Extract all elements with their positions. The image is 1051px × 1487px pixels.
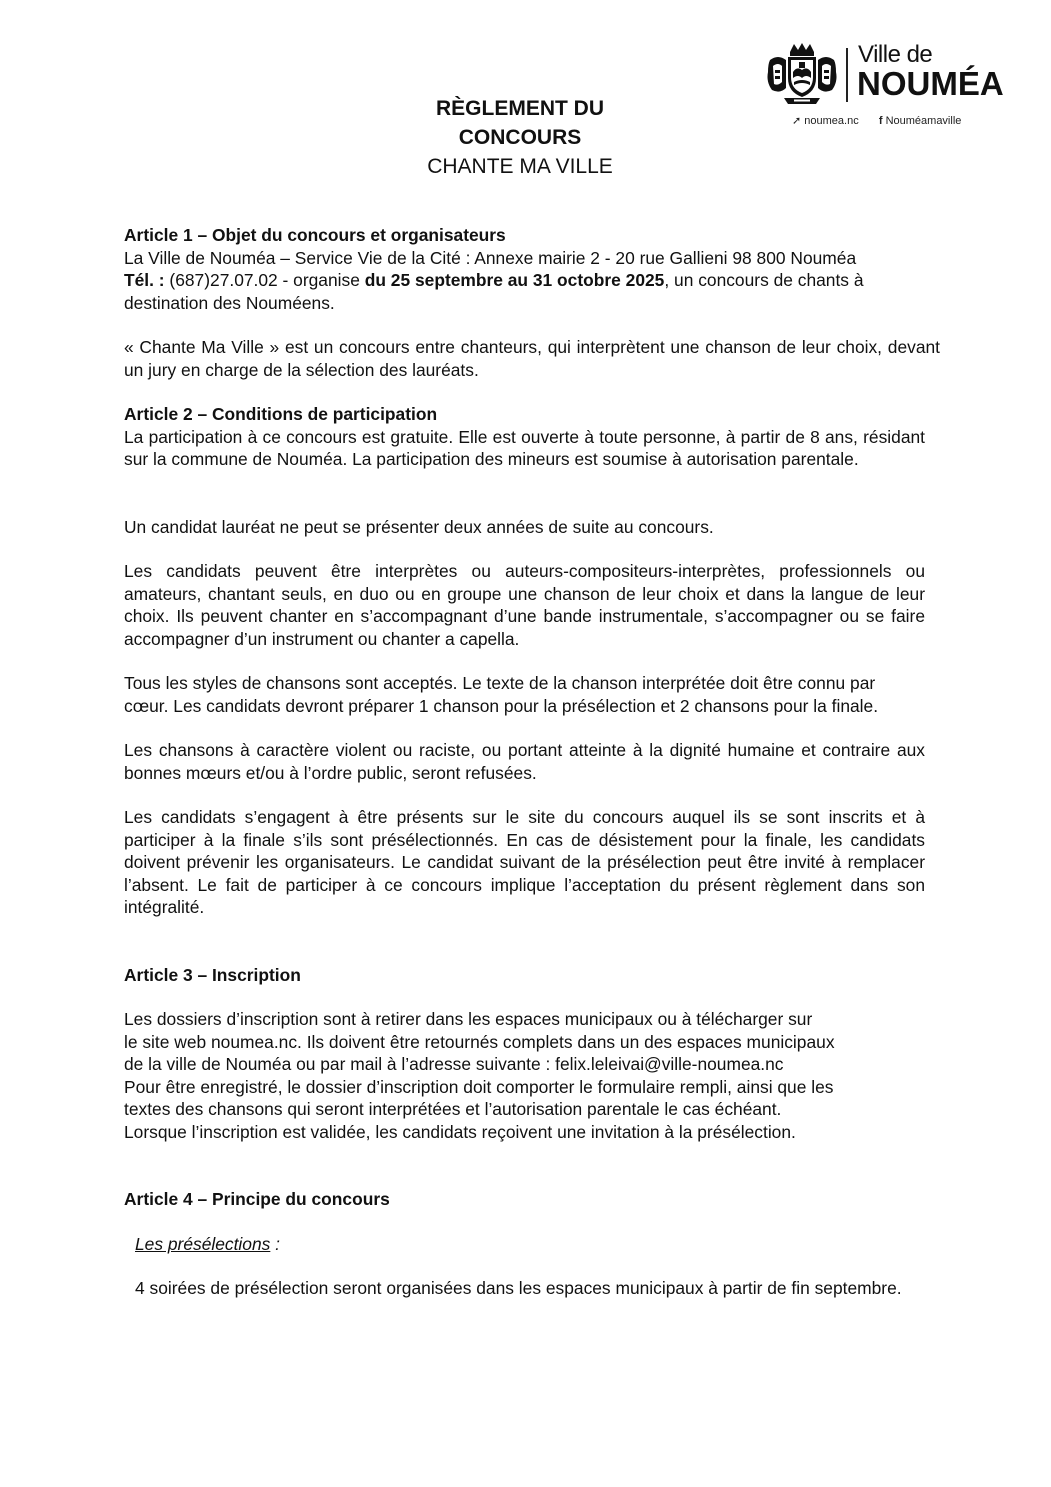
article-3-line-6: Lorsque l’inscription est validée, les candidats reçoivent une invitation à la présélection. — [124, 1121, 796, 1142]
preselections-suffix: : — [270, 1233, 281, 1254]
article-3-line-3: de la ville de Nouméa ou par mail à l’adresse suivante : felix.leleivai@ville-noumea.nc — [124, 1054, 784, 1074]
send-arrow-icon: ➚ — [792, 115, 802, 127]
article-2-paragraph-4: Tous les styles de chansons sont acceptés. Le texte de la chanson interprétée doit être connu par cœur. Les candidats devront préparer 1 chanson pour la présélection et 2 chansons pour la finale. — [124, 673, 879, 716]
article-1-heading: Article 1 – Objet du concours et organisateurs — [124, 225, 506, 245]
article-2-heading: Article 2 – Conditions de participation — [124, 404, 438, 424]
facebook-icon: f — [878, 115, 883, 127]
article-3-line-1: Les dossiers d’inscription sont à retirer dans les espaces municipaux ou à télécharger sur — [124, 1009, 813, 1029]
subtitle: CHANTE MA VILLE — [427, 155, 613, 178]
preselections-label: Les présélections — [135, 1233, 271, 1254]
logo-divider — [846, 48, 848, 102]
article-2-paragraph-1: La participation à ce concours est gratuite. Elle est ouverte à toute personne, à partir de 8 ans, résidant sur la commune de Nouméa. La participation des mineurs est soumise à autorisation parentale. — [124, 426, 925, 469]
article-4-heading: Article 4 – Principe du concours — [124, 1189, 390, 1209]
coat-of-arms-icon — [764, 42, 840, 106]
article-2-paragraph-3: Les candidats peuvent être interprètes ou auteurs-compositeurs-interprètes, professionnels ou amateurs, chantant seuls, en duo ou en groupe une chanson de leur choix et dans la langue de leur choix. Ils peuvent chanter en s’accompagnant d’une bande instrumentale, s’accompagner ou se faire accompagner d’un instrument ou chanter a capella. — [124, 561, 925, 649]
document-title — [370, 94, 670, 182]
document-body — [124, 224, 950, 1300]
article-1-address: La Ville de Nouméa – Service Vie de la Cité : Annexe mairie 2 - 20 rue Gallieni 98 800 Nouméa — [124, 247, 857, 268]
logo-noumea-text: NOUMÉA — [857, 65, 1004, 102]
article-2-paragraph-6: Les candidats s’engagent à être présents sur le site du concours auquel ils se sont inscrits et à participer à la finale s’ils sont présélectionnés. En cas de désistement pour la finale, les candidats doivent prévenir les organisateurs. Le candidat suivant de la présélection peut être invité à remplacer l’absent. Le fait de participer à ce concours implique l’acceptation du présent règlement dans son intégralité. — [124, 807, 925, 917]
facebook-link[interactable]: Nouméamaville — [885, 115, 962, 127]
tel-label: Tél. : — [124, 270, 165, 290]
logo-ville-text: Ville de — [858, 41, 933, 68]
article-2-paragraph-2: Un candidat lauréat ne peut se présenter deux années de suite au concours. — [124, 516, 714, 537]
website-link[interactable]: noumea.nc — [804, 115, 859, 127]
article-3-body — [124, 1008, 950, 1143]
article-3-line-2: le site web noumea.nc. Ils doivent être retournés complets dans un des espaces municipaux — [124, 1031, 835, 1052]
title-line-2: CONCOURS — [458, 126, 582, 149]
ville-de-noumea-logo — [764, 40, 1004, 135]
article-1-contact — [124, 269, 950, 314]
logo-links — [792, 114, 961, 127]
title-line-1: RÈGLEMENT DU — [436, 97, 604, 120]
tel-rest: , un concours de chants à destination des Nouméens. — [124, 270, 864, 313]
article-4-paragraph-1: 4 soirées de présélection seront organisées dans les espaces municipaux à partir de fin septembre. — [135, 1278, 902, 1298]
article-1-paragraph-2: « Chante Ma Ville » est un concours entre chanteurs, qui interprètent une chanson de leur choix, devant un jury en charge de la sélection des lauréats. — [124, 337, 940, 380]
article-4-subheading — [124, 1233, 950, 1256]
contest-dates: du 25 septembre au 31 octobre 2025 — [364, 270, 665, 290]
article-3-line-4: Pour être enregistré, le dossier d’inscription doit comporter le formulaire rempli, ainsi que les — [124, 1076, 834, 1097]
article-3-line-5: textes des chansons qui seront interprétées et l’autorisation parentale le cas échéant. — [124, 1099, 782, 1119]
tel-text: (687)27.07.02 - organise — [164, 270, 365, 290]
article-2-paragraph-5: Les chansons à caractère violent ou raciste, ou portant atteinte à la dignité humaine et contraire aux bonnes mœurs et/ou à l’ordre public, seront refusées. — [124, 740, 925, 783]
article-3-heading: Article 3 – Inscription — [124, 964, 301, 985]
